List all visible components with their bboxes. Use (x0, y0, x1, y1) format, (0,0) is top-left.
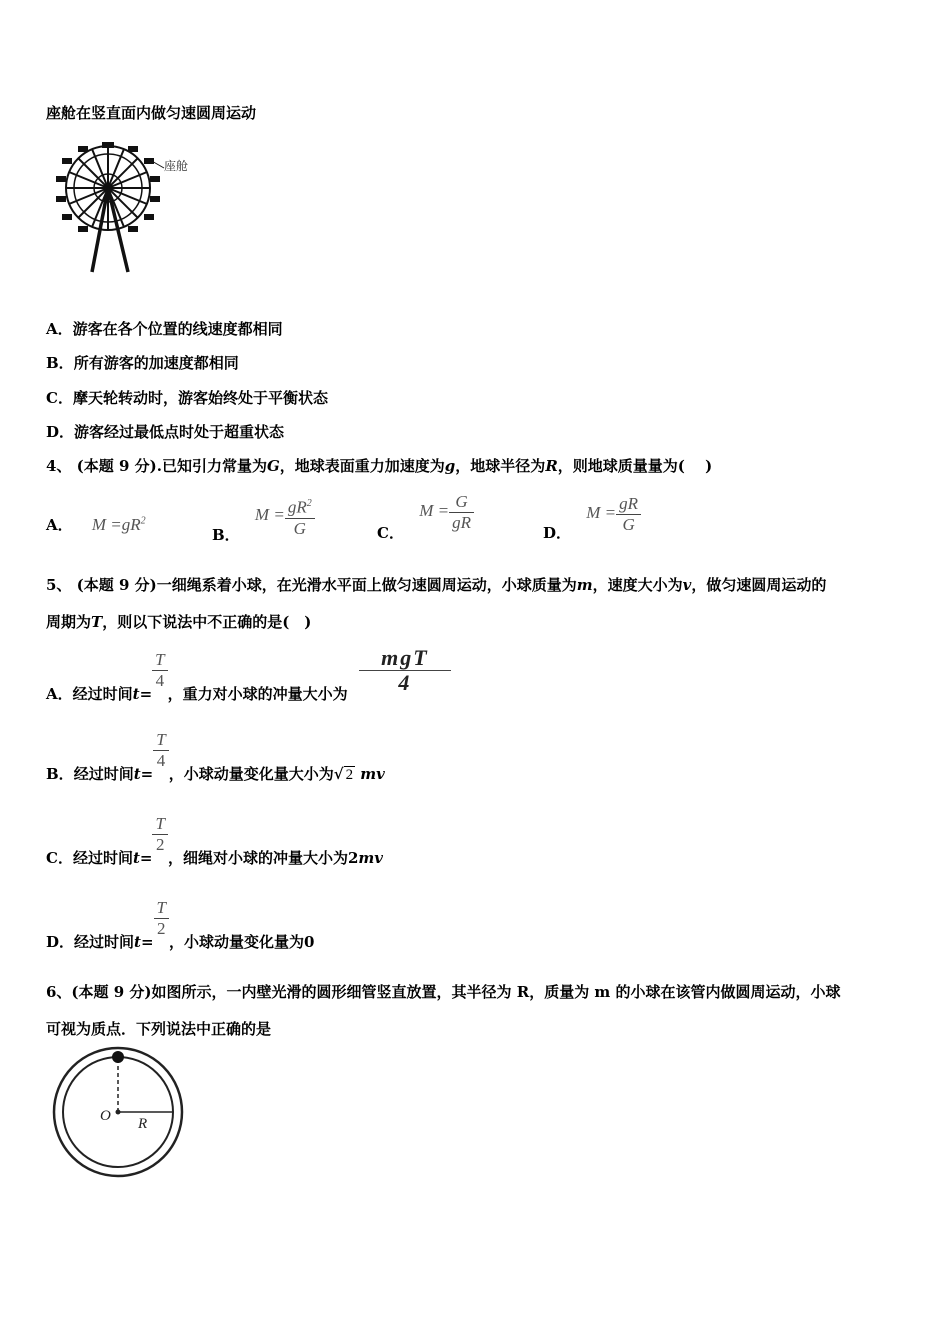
q4-option-a: A． $M =gR^2$ (46, 515, 146, 534)
seat-label: 座舱 (164, 159, 189, 173)
circular-tube-figure (44, 1046, 194, 1186)
radius-label: R (138, 1116, 148, 1132)
q5-option-d: D．经过时间t= $\frac{T}{2}$ ，小球动量变化量为0 (46, 898, 315, 951)
q4-option-d: D． M = $\frac{gR}{G}$ (543, 494, 641, 535)
q4-stem: 4、 (本题 9 分).已知引力常量为G，地球表面重力加速度为g，地球半径为R，则地球质量量为( ) (46, 457, 713, 475)
q3-option-b: B．所有游客的加速度都相同 (46, 354, 239, 372)
q5-stem-line1: 5、 (本题 9 分)一细绳系着小球，在光滑水平面上做匀速圆周运动，小球质量为m，速度大小为v，做匀速圆周运动的 (46, 576, 827, 594)
q6-stem-line2: 可视为质点．下列说法中正确的是 (46, 1020, 272, 1038)
q4-option-c: C． M = $\frac{G}{gR}$ (377, 492, 474, 533)
ball (112, 1051, 124, 1063)
center-label: O (100, 1108, 111, 1124)
ferris-wheel-figure (52, 140, 202, 276)
q3-option-a: A．游客在各个位置的线速度都相同 (46, 320, 283, 338)
q6-stem-line1: 6、(本题 9 分)如图所示，一内壁光滑的圆形细管竖直放置，其半径为 R，质量为 m 的小球在该管内做圆周运动，小球 (46, 983, 841, 1001)
center-point (116, 1110, 121, 1115)
q3-option-d: D．游客经过最低点时处于超重状态 (46, 423, 285, 441)
q3-option-c: C．摩天轮转动时，游客始终处于平衡状态 (46, 389, 328, 407)
q5-stem-line2: 周期为T，则以下说法中不正确的是( ) (46, 613, 312, 631)
q5-option-a: A．经过时间t= $\frac{T}{4}$ ，重力对小球的冲量大小为 $\frac{\text{mgT}}{4}$ (46, 646, 451, 695)
q4-option-b: B． M = $\frac{gR^2}{G}$ (212, 494, 315, 539)
intro-text: 座舱在竖直面内做匀速圆周运动 (46, 104, 257, 122)
q5-option-b: B．经过时间t= $\frac{T}{4}$ ，小球动量变化量大小为√ 2 mv (46, 730, 385, 783)
q5-option-c: C．经过时间t= $\frac{T}{2}$ ，细绳对小球的冲量大小为2mv (46, 814, 383, 867)
